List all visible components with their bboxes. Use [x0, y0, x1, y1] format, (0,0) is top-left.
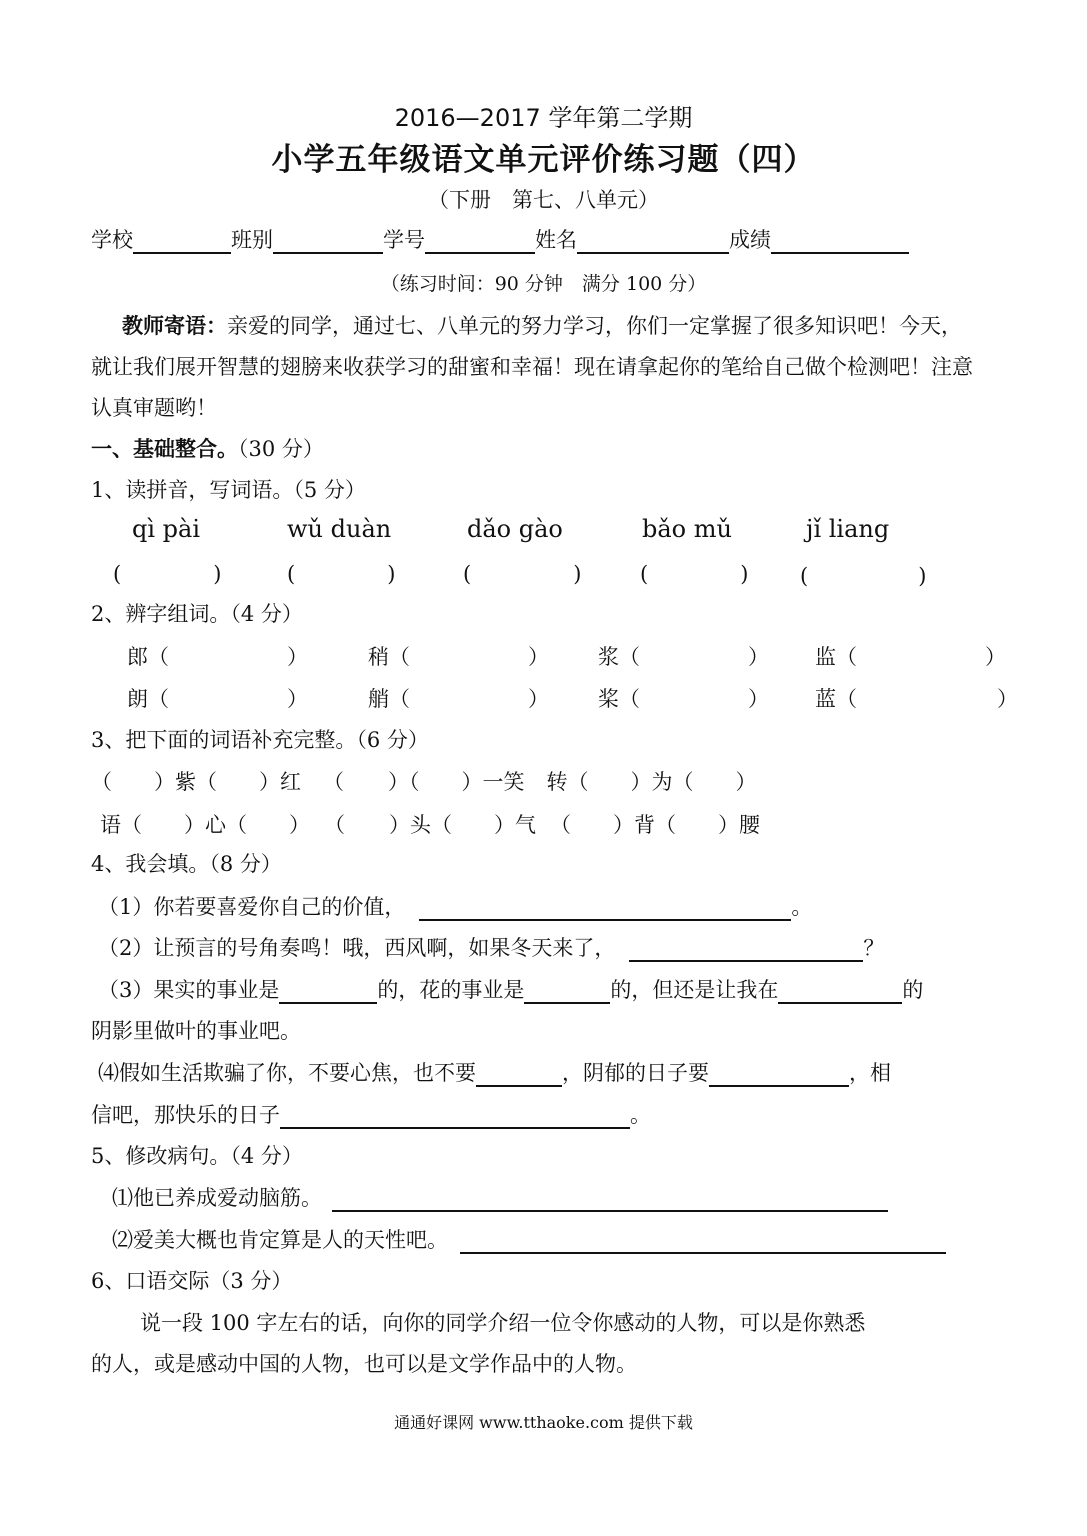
q2-row2-item1[interactable]: 朗（ ） — [127, 687, 308, 711]
q6-line1: 说一段 100 字左右的话，向你的同学介绍一位令你感动的人物，可以是你熟悉 — [140, 1311, 866, 1335]
q5-item2: ⑵爱美大概也肯定算是人的天性吧。 — [112, 1226, 946, 1254]
q1-answer-box-4[interactable]: ( ) — [640, 562, 749, 586]
q1-pinyin-3: dǎo gào — [467, 515, 563, 543]
q6-title: 6、口语交际（3 分） — [91, 1269, 293, 1293]
q4-item2: （2）让预言的号角奏鸣！哦，西风啊，如果冬天来了， ？ — [98, 936, 885, 960]
q4-item4-line2: 信吧，那快乐的日子 。 — [91, 1103, 651, 1127]
q4-item1: （1）你若要喜爱你自己的价值， 。 — [98, 895, 813, 919]
q5-item1-blank[interactable] — [332, 1188, 888, 1212]
teacher-message-line1: 教师寄语：亲爱的同学，通过七、八单元的努力学习，你们一定掌握了很多知识吧！今天， — [122, 313, 962, 338]
field-class-label: 班别 — [231, 228, 273, 252]
q1-answer-box-1[interactable]: ( ) — [113, 562, 222, 586]
teacher-message-line2: 就让我们展开智慧的翅膀来收获学习的甜蜜和幸福！现在请拿起你的笔给自己做个检测吧！注意 — [91, 355, 973, 379]
q2-row1-item2[interactable]: 稍（ ） — [368, 645, 549, 669]
q3-row2[interactable]: 语（ ）心（ ） （ ）头（ ）气 （ ）背（ ）腰 — [100, 813, 760, 837]
q3-row1[interactable]: （ ）紫（ ）红 （ ）（ ）一笑 转（ ）为（ ） — [91, 770, 757, 794]
q2-row1-item3[interactable]: 浆（ ） — [598, 645, 769, 669]
q1-answer-box-2[interactable]: ( ) — [287, 562, 396, 586]
q3-title: 3、把下面的词语补充完整。（6 分） — [91, 728, 429, 752]
q4-item3-blank2[interactable] — [524, 980, 610, 1004]
q1-pinyin-5: jǐ liang — [806, 515, 890, 543]
q4-item3: （3）果实的事业是 的，花的事业是 的，但还是让我在 的 — [98, 978, 924, 1002]
q1-pinyin-1: qì pài — [132, 515, 201, 543]
q4-item1-blank[interactable] — [419, 897, 791, 921]
footer-credit: 通通好课网 www.tthaoke.com 提供下载 — [394, 1413, 693, 1432]
q2-row2-item3[interactable]: 桨（ ） — [598, 687, 769, 711]
q1-answer-box-5[interactable]: ( ) — [800, 564, 927, 588]
q4-item4-blank2[interactable] — [709, 1063, 849, 1087]
field-class-blank[interactable] — [273, 230, 383, 254]
info-fields-row — [91, 226, 909, 254]
exam-time: （练习时间：90 分钟 满分 100 分） — [380, 273, 707, 295]
q6-line2: 的人，或是感动中国的人物，也可以是文学作品中的人物。 — [91, 1352, 637, 1376]
field-score-label: 成绩 — [729, 228, 771, 252]
q4-item3-blank1[interactable] — [279, 980, 377, 1004]
field-score-blank[interactable] — [771, 230, 909, 254]
section1-heading: 一、基础整合。（30 分） — [91, 436, 324, 461]
field-school-blank[interactable] — [133, 230, 231, 254]
field-name-label: 姓名 — [535, 228, 577, 252]
q4-item4-blank1[interactable] — [476, 1063, 562, 1087]
q2-row1-item4[interactable]: 监（ ） — [815, 645, 1006, 669]
q1-pinyin-4: bǎo mǔ — [642, 515, 732, 543]
exam-title: 小学五年级语文单元评价练习题（四） — [271, 142, 816, 178]
field-number-label: 学号 — [383, 228, 425, 252]
semester-heading: 2016—2017 学年第二学期 — [394, 104, 693, 132]
q1-title: 1、读拼音，写词语。（5 分） — [91, 478, 366, 502]
exam-subtitle: （下册 第七、八单元） — [428, 188, 659, 212]
teacher-message-label: 教师寄语： — [122, 313, 227, 338]
q5-item2-blank[interactable] — [460, 1230, 946, 1254]
q2-row1-item1[interactable]: 郎（ ） — [127, 645, 308, 669]
q4-item3-blank3[interactable] — [778, 980, 902, 1004]
q2-row2-item2[interactable]: 艄（ ） — [368, 687, 549, 711]
q5-item1: ⑴他已养成爱动脑筋。 — [112, 1184, 888, 1212]
q4-item3-line2: 阴影里做叶的事业吧。 — [91, 1019, 301, 1043]
q2-row2-item4[interactable]: 蓝（ ） — [815, 687, 1018, 711]
q2-title: 2、辨字组词。（4 分） — [91, 602, 303, 626]
q1-pinyin-2: wǔ duàn — [287, 515, 392, 543]
q5-title: 5、修改病句。（4 分） — [91, 1144, 303, 1168]
q1-answer-box-3[interactable]: ( ) — [463, 562, 582, 586]
field-school-label: 学校 — [91, 228, 133, 252]
q4-item2-blank[interactable] — [629, 938, 863, 962]
field-name-blank[interactable] — [577, 230, 729, 254]
q4-title: 4、我会填。（8 分） — [91, 852, 282, 876]
field-number-blank[interactable] — [425, 230, 535, 254]
q4-item4: ⑷假如生活欺骗了你，不要心焦，也不要 ，阴郁的日子要 ，相 — [98, 1061, 891, 1085]
q4-item4-blank3[interactable] — [280, 1105, 630, 1129]
teacher-message-line3: 认真审题哟！ — [91, 396, 217, 420]
